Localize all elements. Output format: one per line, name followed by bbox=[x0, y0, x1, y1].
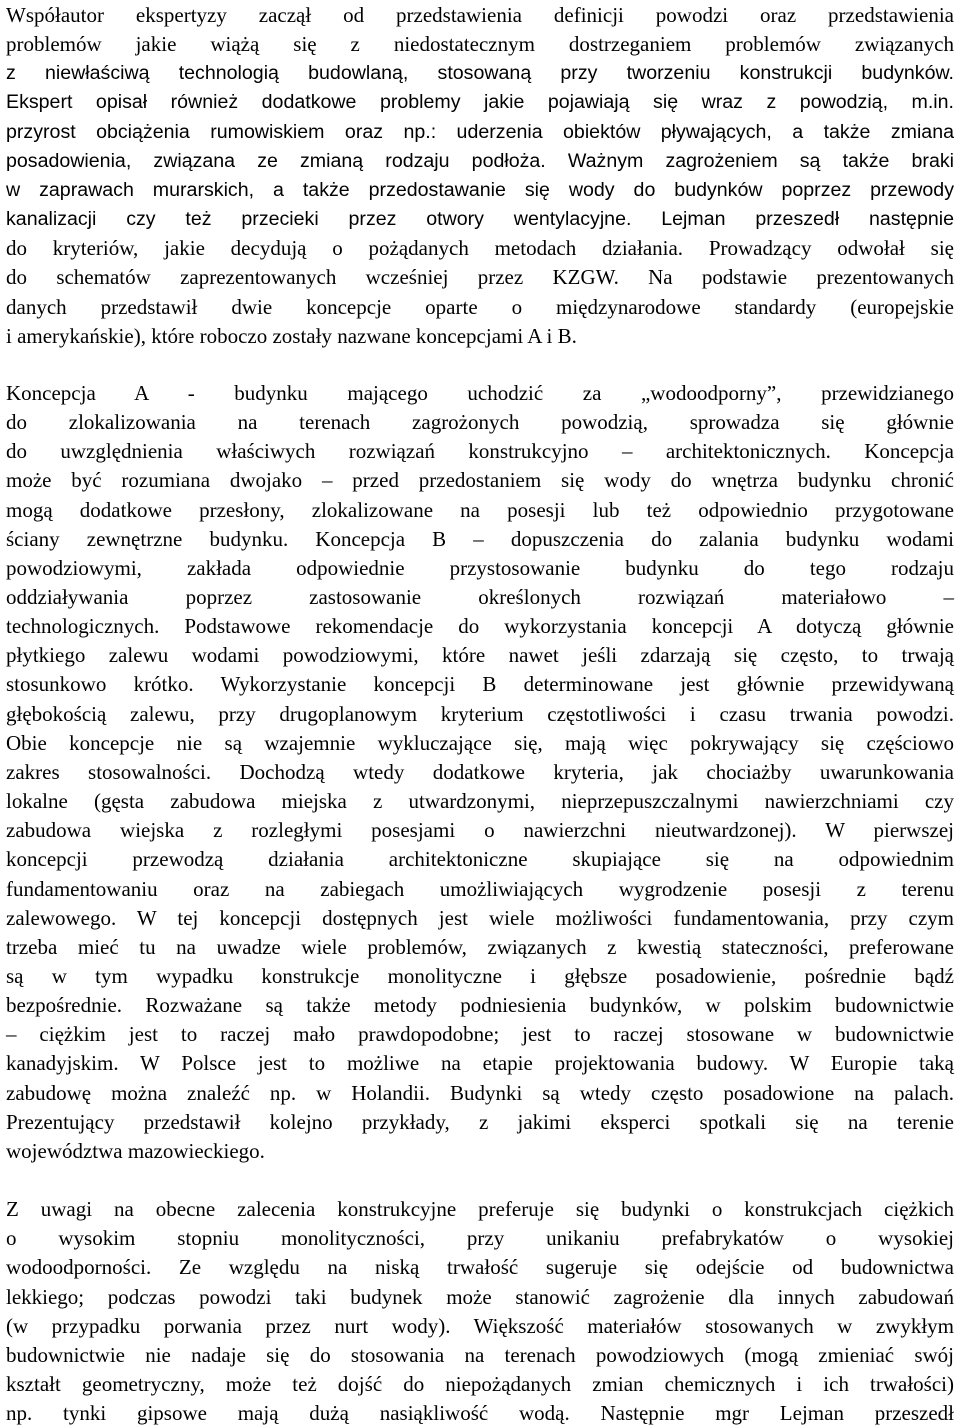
text-line: kanalizacji czy też przecieki przez otwory wentylacyjne. Lejman przeszedł następnie bbox=[6, 208, 954, 231]
paragraph-2 bbox=[6, 379, 954, 1166]
text-line: i amerykańskie), które roboczo zostały nazwane koncepcjami A i B. bbox=[6, 323, 577, 348]
text-line: oddziaływania poprzez zastosowanie określonych rozwiązań materiałowo – bbox=[6, 584, 954, 609]
text-line: technologicznych. Podstawowe rekomendacje do wykorzystania koncepcji A dotyczą głównie bbox=[6, 614, 954, 639]
text-line: budownictwie nie nadaje się do stosowania na terenach powodziowych (mogą zmieniać swój bbox=[6, 1342, 954, 1367]
text-line: posadowienia, związana ze zmianą rodzaju podłoża. Ważnym zagrożeniem są także braki bbox=[6, 149, 954, 172]
text-line: lekkiego; podczas powodzi taki budynek może stanowić zagrożenie dla innych zabudowań bbox=[6, 1284, 954, 1309]
text-line: lokalne (gęsta zabudowa miejska z utwardzonymi, nieprzepuszczalnymi nawierzchniami czy bbox=[6, 789, 954, 814]
text-line: powodziowymi, zakłada odpowiednie przystosowanie budynku do tego rodzaju bbox=[6, 555, 954, 580]
paragraph-spacer bbox=[6, 1166, 954, 1195]
text-line: zalewowego. W tej koncepcji dostępnych jest wiele możliwości fundamentowania, przy czym bbox=[6, 905, 954, 930]
text-line: koncepcji przewodzą działania architektoniczne skupiające się na odpowiednim bbox=[6, 847, 954, 872]
text-line: danych przedstawił dwie koncepcje oparte o międzynarodowe standardy (europejskie bbox=[6, 294, 954, 319]
text-line: Prezentujący przedstawił kolejno przykłady, z jakimi eksperci spotkali się na terenie bbox=[6, 1109, 954, 1134]
text-line: kanadyjskim. W Polsce jest to możliwe na etapie projektowania budowy. W Europie taką bbox=[6, 1051, 954, 1076]
text-line: mogą dodatkowe przesłony, zlokalizowane na posesji lub też odpowiednio przygotowane bbox=[6, 497, 954, 522]
text-line: województwa mazowieckiego. bbox=[6, 1138, 265, 1163]
text-line: stosunkowo krótko. Wykorzystanie koncepcji B determinowane jest głównie przewidywaną bbox=[6, 672, 954, 697]
text-line: Ekspert opisał również dodatkowe problemy jakie pojawiają się wraz z powodzią, m.in. bbox=[6, 91, 954, 114]
text-line: trzeba mieć tu na uwadze wiele problemów, związanych z kwestią stateczności, preferowane bbox=[6, 934, 954, 959]
text-line: o wysokim stopniu monolityczności, przy unikaniu prefabrykatów o wysokiej bbox=[6, 1226, 954, 1251]
text-line: Współautor ekspertyzy zaczął od przedstawienia definicji powodzi oraz przedstawienia bbox=[6, 3, 954, 27]
text-line: do zlokalizowania na terenach zagrożonych powodzią, sprowadza się głównie bbox=[6, 410, 954, 435]
text-line: w zaprawach murarskich, a także przedostawanie się wody do budynków poprzez przewody bbox=[6, 178, 954, 201]
text-line: np. tynki gipsowe mają dużą nasiąkliwość wodą. Następnie mgr Lejman przeszedł bbox=[6, 1401, 954, 1426]
text-line: fundamentowaniu oraz na zabiegach umożliwiających wygrodzenie posesji z terenu bbox=[6, 876, 954, 901]
text-line: kształt geometryczny, może też dojść do niepożądanych zmian chemicznych i ich trwałości) bbox=[6, 1372, 954, 1397]
text-line: Obie koncepcje nie są wzajemnie wykluczające się, mają więc pokrywający się częściowo bbox=[6, 730, 954, 755]
text-line: problemów jakie wiążą się z niedostatecznym dostrzeganiem problemów związanych bbox=[6, 32, 954, 57]
text-line: zabudowa wiejska z rozległymi posesjami o nawierzchni nieutwardzonej). W pierwszej bbox=[6, 818, 954, 843]
text-line: wodoodporności. Ze względu na niską trwałość sugeruje się odejście od budownictwa bbox=[6, 1255, 954, 1280]
text-line: głębokością zalewu, przy drugoplanowym kryterium częstotliwości i czasu trwania powodzi. bbox=[6, 701, 954, 726]
text-line: są w tym wypadku konstrukcje monolityczne i głębsze posadowienie, pośrednie bądź bbox=[6, 964, 954, 988]
text-line: – ciężkim jest to raczej mało prawdopodobne; jest to raczej stosowane w budownictwie bbox=[6, 1022, 954, 1047]
text-line: do schematów zaprezentowanych wcześniej przez KZGW. Na podstawie prezentowanych bbox=[6, 265, 954, 290]
text-line: zakres stosowalności. Dochodzą wtedy dodatkowe kryteria, jak chociażby uwarunkowania bbox=[6, 759, 954, 784]
text-line: Z uwagi na obecne zalecenia konstrukcyjne preferuje się budynki o konstrukcjach ciężkich bbox=[6, 1197, 954, 1222]
text-line: zabudowę można znaleźć np. w Holandii. Budynki są wtedy często posadowione na palach. bbox=[6, 1080, 954, 1105]
text-line: przyrost obciążenia rumowiskiem oraz np.: uderzenia obiektów pływających, a także zmiana bbox=[6, 120, 954, 143]
text-line: Koncepcja A - budynku mającego uchodzić za „wodoodporny”, przewidzianego bbox=[6, 380, 954, 405]
paragraph-3 bbox=[6, 1195, 954, 1428]
text-line: bezpośrednie. Rozważane są także metody podniesienia budynków, w polskim budownictwie bbox=[6, 993, 954, 1018]
text-line: może być rozumiana dwojako – przed przedostaniem się wody do wnętrza budynku chronić bbox=[6, 468, 954, 493]
text-line: ściany zewnętrzne budynku. Koncepcja B – dopuszczenia do zalania budynku wodami bbox=[6, 526, 954, 551]
text-line: płytkiego zalewu wodami powodziowymi, które nawet jeśli zdarzają się często, to trwają bbox=[6, 643, 954, 668]
text-line: (w przypadku porwania przez nurt wody). Większość materiałów stosowanych w zwykłym bbox=[6, 1313, 954, 1338]
text-line: z niewłaściwą technologią budowlaną, stosowaną przy tworzeniu konstrukcji budynków. bbox=[6, 62, 954, 85]
paragraph-spacer bbox=[6, 351, 954, 379]
text-line: do uwzględnienia właściwych rozwiązań konstrukcyjno – architektonicznych. Koncepcja bbox=[6, 439, 954, 464]
paragraph-1 bbox=[6, 1, 954, 351]
text-line: do kryteriów, jakie decydują o pożądanych metodach działania. Prowadzący odwołał się bbox=[6, 236, 954, 261]
